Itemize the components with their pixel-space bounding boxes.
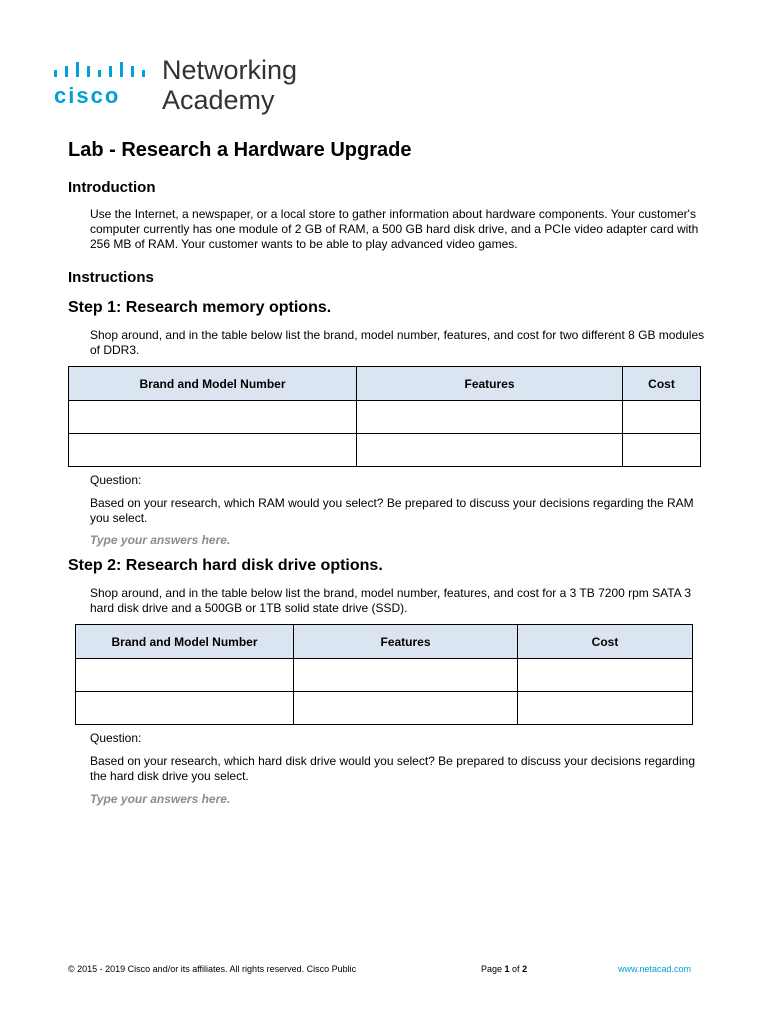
page-current: 1 xyxy=(504,964,510,974)
table-row xyxy=(76,659,693,692)
table-header-brand: Brand and Model Number xyxy=(69,367,357,401)
table-cell-brand[interactable] xyxy=(76,659,294,692)
footer-copyright: © 2015 - 2019 Cisco and/or its affiliates. All rights reserved. Cisco Public xyxy=(68,964,357,974)
step2-text: Shop around, and in the table below list the brand, model number, features, and cost for a 3 TB 7200 rpm SATA 3 hard disk drive and a 500GB or 1TB solid state drive (SSD). xyxy=(90,586,692,615)
table-header-cost: Cost xyxy=(623,367,701,401)
footer-page-number xyxy=(481,964,527,974)
page-prefix: Page xyxy=(481,964,505,974)
table-cell-features[interactable] xyxy=(357,434,623,467)
table-header-features: Features xyxy=(357,367,623,401)
step1-question: Based on your research, which RAM would you select? Be prepared to discuss your decisions regarding the RAM you select. xyxy=(90,496,694,525)
step2-heading: Step 2: Research hard disk drive options. xyxy=(68,557,383,574)
step1-heading: Step 1: Research memory options. xyxy=(68,299,332,316)
table-row xyxy=(69,401,701,434)
page-sep: of xyxy=(509,964,523,974)
table-cell-cost[interactable] xyxy=(623,434,701,467)
table-header-brand: Brand and Model Number xyxy=(76,625,294,659)
table-cell-brand[interactable] xyxy=(69,434,357,467)
table-header-cost: Cost xyxy=(518,625,693,659)
table-cell-brand[interactable] xyxy=(69,401,357,434)
table-cell-features[interactable] xyxy=(357,401,623,434)
table-row xyxy=(69,434,701,467)
table-cell-cost[interactable] xyxy=(518,659,693,692)
cisco-wordmark: cisco xyxy=(54,83,121,108)
step1-question-label: Question: xyxy=(90,473,142,487)
step2-question-label: Question: xyxy=(90,731,142,745)
step1-answer-field[interactable]: Type your answers here. xyxy=(90,533,231,547)
step2-question: Based on your research, which hard disk drive would you select? Be prepared to discuss your decisions regarding the hard disk drive you select. xyxy=(90,754,695,783)
table-row xyxy=(76,692,693,725)
page-total: 2 xyxy=(522,964,528,974)
memory-options-table xyxy=(68,366,701,467)
logo-line-academy: Academy xyxy=(162,85,275,115)
table-cell-cost[interactable] xyxy=(518,692,693,725)
introduction-text: Use the Internet, a newspaper, or a local store to gather information about hardware components. Your customer's computer currently has one module of 2 GB of RAM, a 500 GB hard disk drive, and a PCIe video adapter card with 256 MB of RAM. Your customer wants to be able to play advanced video games. xyxy=(90,207,699,251)
cisco-bars-icon xyxy=(54,62,150,80)
table-cell-brand[interactable] xyxy=(76,692,294,725)
step1-text: Shop around, and in the table below list the brand, model number, features, and cost for two different 8 GB modules of DDR3. xyxy=(90,328,705,357)
table-cell-cost[interactable] xyxy=(623,401,701,434)
step2-answer-field[interactable]: Type your answers here. xyxy=(90,792,231,806)
instructions-heading: Instructions xyxy=(68,269,154,286)
page-title: Lab - Research a Hardware Upgrade xyxy=(68,139,412,161)
table-header-features: Features xyxy=(294,625,518,659)
table-cell-features[interactable] xyxy=(294,692,518,725)
logo-line-networking: Networking xyxy=(162,55,298,85)
table-cell-features[interactable] xyxy=(294,659,518,692)
hard-disk-options-table xyxy=(75,624,693,725)
introduction-heading: Introduction xyxy=(68,179,156,196)
footer-website-link[interactable]: www.netacad.com xyxy=(618,964,692,974)
